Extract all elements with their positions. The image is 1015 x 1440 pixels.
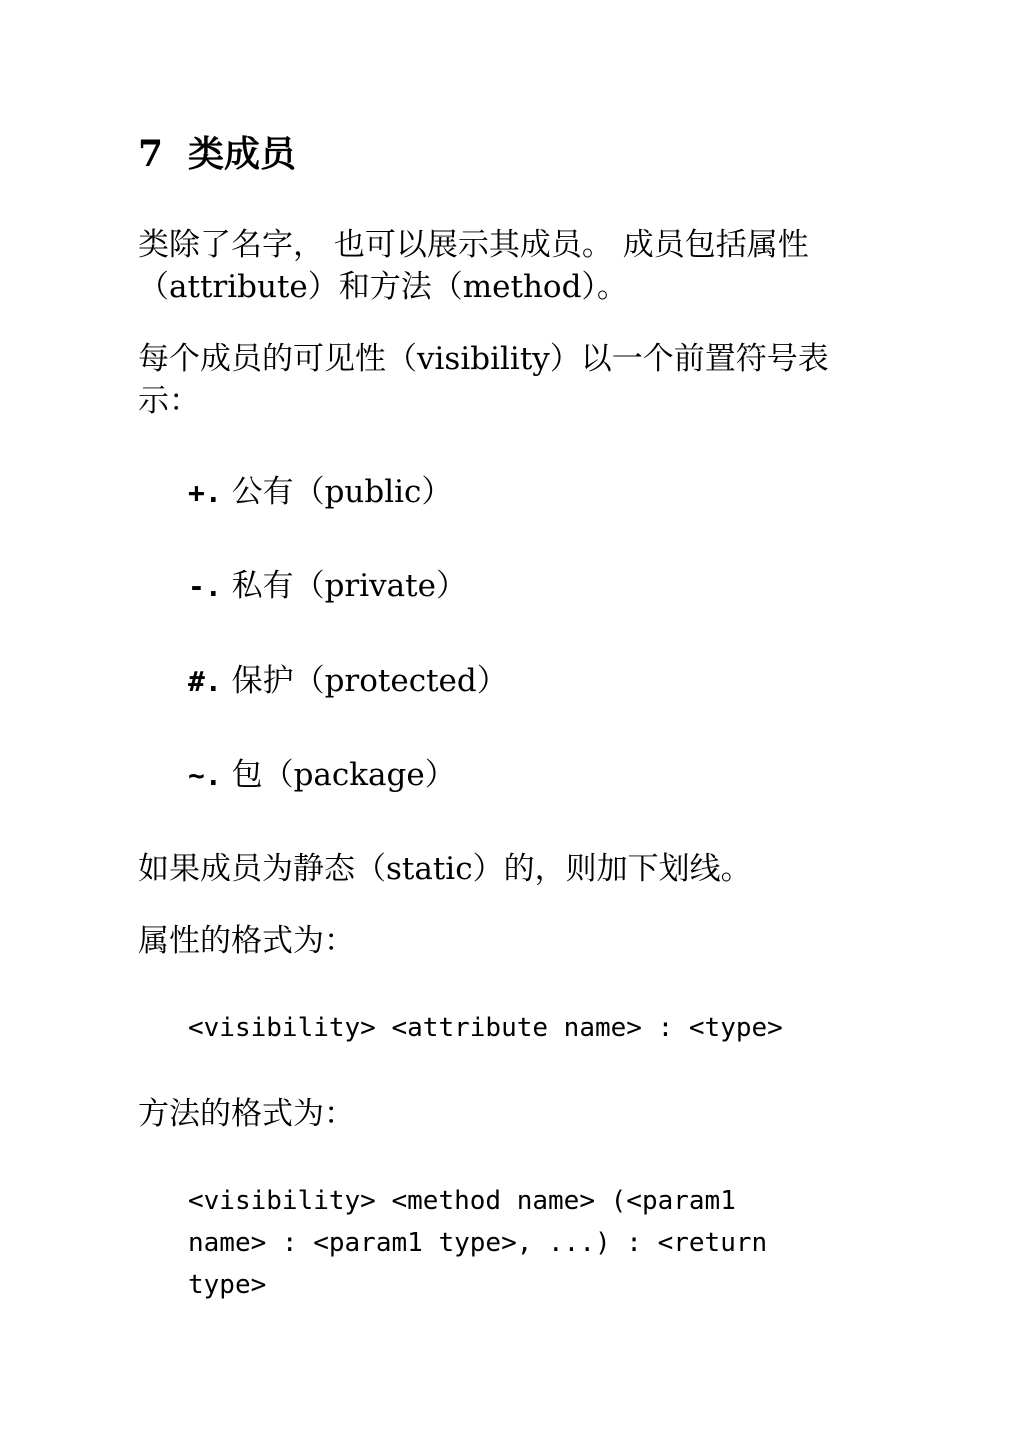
static-note-text: 如果成员为静态（static）的，则加下划线。	[138, 851, 752, 887]
visibility-symbol: ~.	[188, 759, 222, 792]
attribute-format-heading	[138, 920, 898, 962]
method-format-code-line-2: name> : <param1 type>, ...) : <return	[188, 1228, 768, 1258]
section-heading	[138, 128, 296, 180]
visibility-intro-line-1: 每个成员的可见性（visibility）以一个前置符号表	[138, 341, 829, 377]
intro-line-1: 类除了名字， 也可以展示其成员。 成员包括属性	[138, 227, 809, 263]
visibility-intro-line-2: 示：	[138, 383, 200, 419]
visibility-label: 包（package）	[231, 757, 456, 793]
method-format-code-line-3: type>	[188, 1270, 267, 1300]
attribute-format-code	[188, 1007, 783, 1049]
visibility-symbol: #.	[188, 665, 222, 698]
visibility-item-private	[188, 565, 467, 608]
method-format-heading-text: 方法的格式为：	[138, 1096, 355, 1132]
visibility-item-protected	[188, 660, 508, 703]
attribute-format-code-line: <visibility> <attribute name> : <type>	[188, 1013, 783, 1043]
visibility-symbol: -.	[188, 570, 222, 603]
method-format-code-line-1: <visibility> <method name> (<param1	[188, 1186, 736, 1216]
visibility-label: 私有（private）	[231, 568, 467, 604]
visibility-intro-paragraph	[138, 338, 898, 422]
visibility-label: 公有（public）	[231, 474, 453, 510]
visibility-item-public	[188, 471, 452, 514]
method-format-heading	[138, 1093, 898, 1135]
intro-paragraph	[138, 224, 898, 308]
section-number: 7	[138, 133, 164, 175]
visibility-label: 保护（protected）	[231, 663, 508, 699]
attribute-format-heading-text: 属性的格式为：	[138, 923, 355, 959]
intro-line-2: （attribute）和方法（method）。	[138, 269, 628, 305]
section-title: 类成员	[188, 133, 297, 175]
static-note	[138, 848, 898, 890]
visibility-symbol: +.	[188, 476, 222, 509]
visibility-item-package	[188, 754, 456, 797]
method-format-code	[188, 1180, 767, 1306]
